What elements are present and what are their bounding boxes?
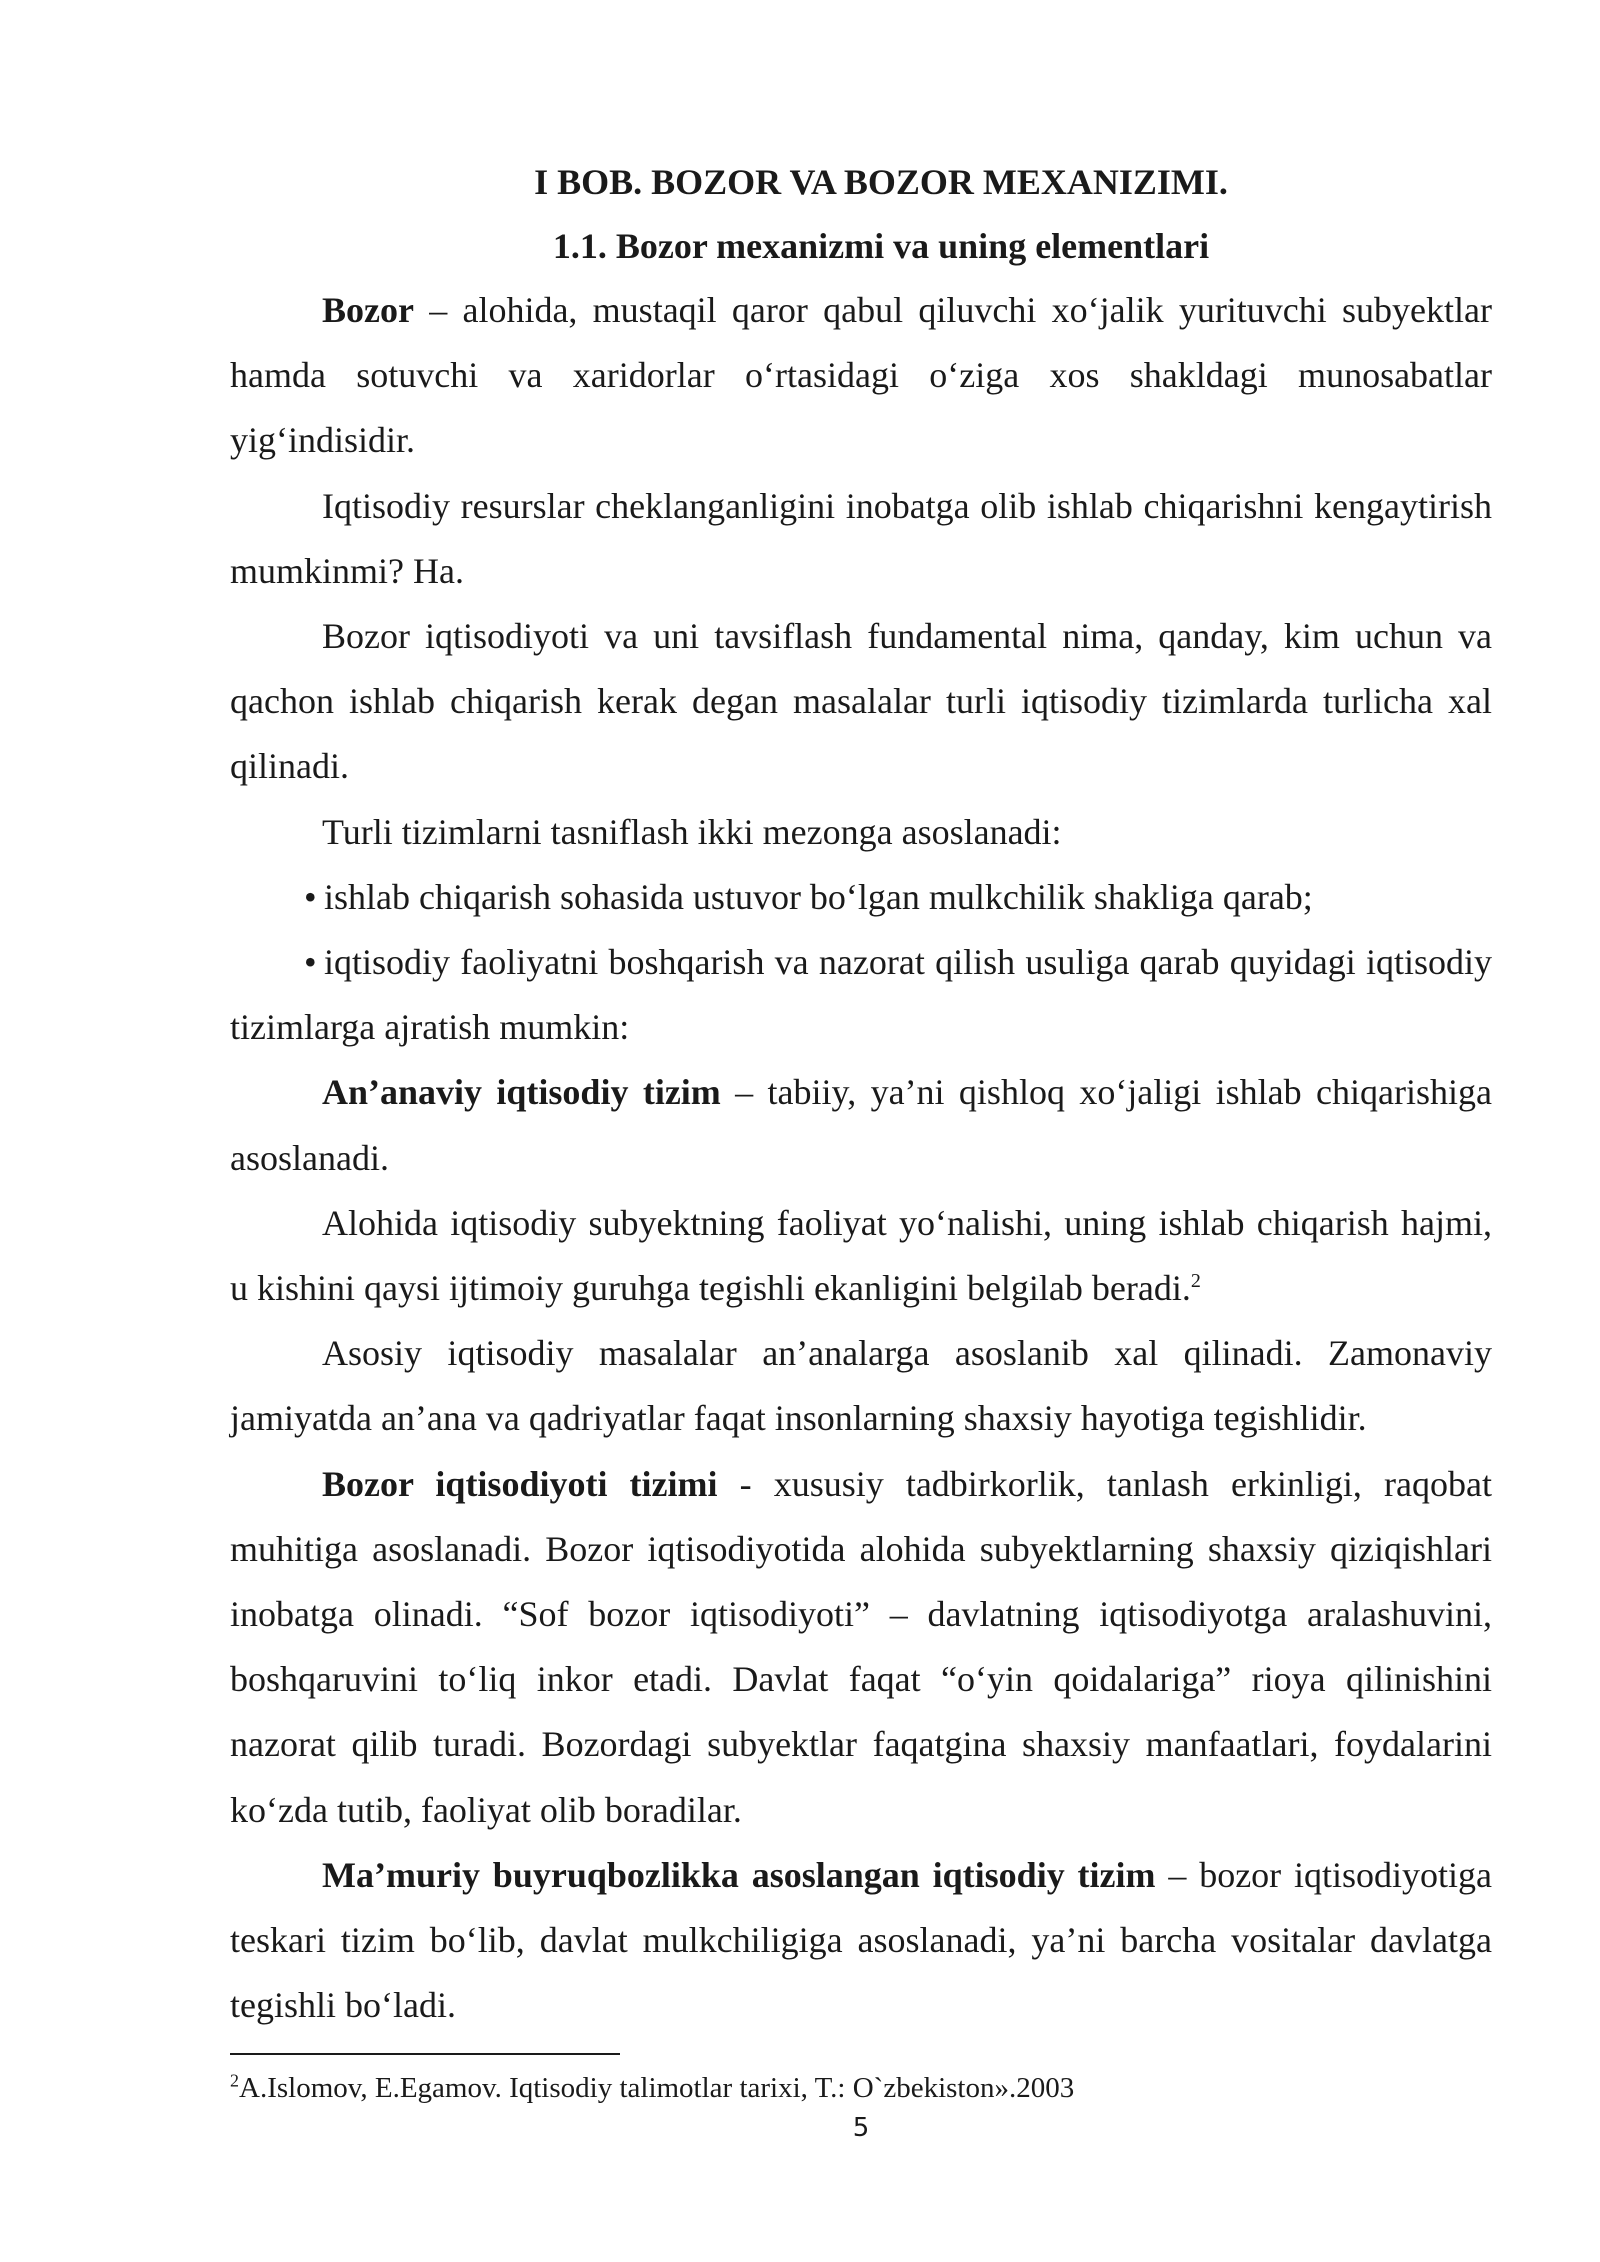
list-item xyxy=(230,930,1492,1060)
paragraph-resources xyxy=(230,474,1492,604)
paragraph-economic-subject xyxy=(230,1191,1492,1321)
bullet-mark: • xyxy=(304,876,317,917)
paragraph-text: Bozor iqtisodiyoti va uni tavsiflash fundamental nima, qanday, kim uchun va qachon ishlab chiqarish kerak degan masalalar turli iqtisodiy tizimlarda turlicha xal qilinadi. xyxy=(230,616,1492,787)
paragraph-command-system xyxy=(230,1843,1492,2039)
footnote-reference[interactable]: 2 xyxy=(1190,1270,1201,1293)
footnote-mark: 2 xyxy=(230,2070,239,2091)
paragraph-text: – bozor iqtisodiyotiga teskari tizim bo‘lib, davlat mulkchiligiga asoslanadi, ya’ni barcha vositalar davlatga tegishli bo‘ladi. xyxy=(230,1854,1493,2026)
term-command-system: Ma’muriy buyruqbozlikka asoslangan iqtisodiy tizim xyxy=(322,1854,1156,1895)
paragraph-traditions xyxy=(230,1321,1492,1451)
list-item-text: iqtisodiy faoliyatni boshqarish va nazorat qilish usuliga qarab quyidagi iqtisodiy tizimlarga ajratish mumkin: xyxy=(230,942,1492,1048)
chapter-title: I BOB. BOZOR VA BOZOR MEXANIZIMI. xyxy=(534,162,1228,202)
list-item-text: ishlab chiqarish sohasida ustuvor bo‘lgan mulkchilik shakliga qarab; xyxy=(324,876,1313,917)
paragraph-traditional-system xyxy=(230,1060,1492,1190)
paragraph-classification xyxy=(230,800,1492,865)
paragraph-text: – tabiiy, ya’ni qishloq xo‘jaligi ishlab chiqarishiga asoslanadi. xyxy=(230,1072,1492,1178)
paragraph-bozor-definition xyxy=(230,278,1492,474)
bullet-mark: • xyxy=(304,942,317,983)
main-text xyxy=(230,150,1492,2038)
paragraph-text: Turli tizimlarni tasniflash ikki mezonga asoslanadi: xyxy=(322,811,1062,852)
paragraph-text: – alohida, mustaqil qaror qabul qiluvchi xo‘jalik yurituvchi subyektlar hamda sotuvchi va xaridorlar o‘rtasidagi o‘ziga xos shakldagi munosabatlar yig‘indisidir. xyxy=(230,290,1492,461)
page-number: 5 xyxy=(852,2113,870,2143)
term-market-system: Bozor iqtisodiyoti tizimi xyxy=(322,1463,718,1504)
paragraph-text: - xususiy tadbirkorlik, tanlash erkinligi, raqobat muhitiga asoslanadi. Bozor iqtisodiyotida alohida subyektlarning shaxsiy qiziqishlari inobatga olinadi. “Sof bozor iqtisodiyoti” – davlatning iqtisodiyotga aralashuvini, boshqaruvini to‘liq inkor etadi. Davlat faqat “o‘yin qoidalariga” rioya qilinishini nazorat qilib turadi. Bozordagi subyektlar faqatgina shaxsiy manfaatlari, foydalarini ko‘zda tutib, faoliyat olib boradilar. xyxy=(230,1463,1492,1830)
term-bozor: Bozor xyxy=(322,290,414,330)
paragraph-fundamental-questions xyxy=(230,604,1492,800)
footnote-separator xyxy=(230,2053,620,2055)
paragraph-text: Asosiy iqtisodiy masalalar an’analarga asoslanib xal qilinadi. Zamonaviy jamiyatda an’ana va qadriyatlar faqat insonlarning shaxsiy hayotiga tegishlidir. xyxy=(230,1333,1492,1439)
paragraph-market-system xyxy=(230,1452,1492,1843)
section-title: 1.1. Bozor mexanizmi va uning elementlari xyxy=(552,226,1210,266)
term-traditional-system: An’anaviy iqtisodiy tizim xyxy=(322,1072,721,1113)
footnote xyxy=(230,2068,1492,2108)
paragraph-text: Iqtisodiy resurslar cheklanganligini inobatga olib ishlab chiqarishni kengaytirish mumkinmi? Ha. xyxy=(230,485,1492,591)
paragraph-text: Alohida iqtisodiy subyektning faoliyat yo‘nalishi, uning ishlab chiqarish hajmi, u kishini qaysi ijtimoiy guruhga tegishli ekanligini belgilab beradi. xyxy=(230,1202,1492,1309)
list-item xyxy=(230,865,1492,930)
footnote-text: A.Islomov, E.Egamov. Iqtisodiy talimotlar tarixi, T.: O`zbekiston».2003 xyxy=(239,2072,1075,2104)
